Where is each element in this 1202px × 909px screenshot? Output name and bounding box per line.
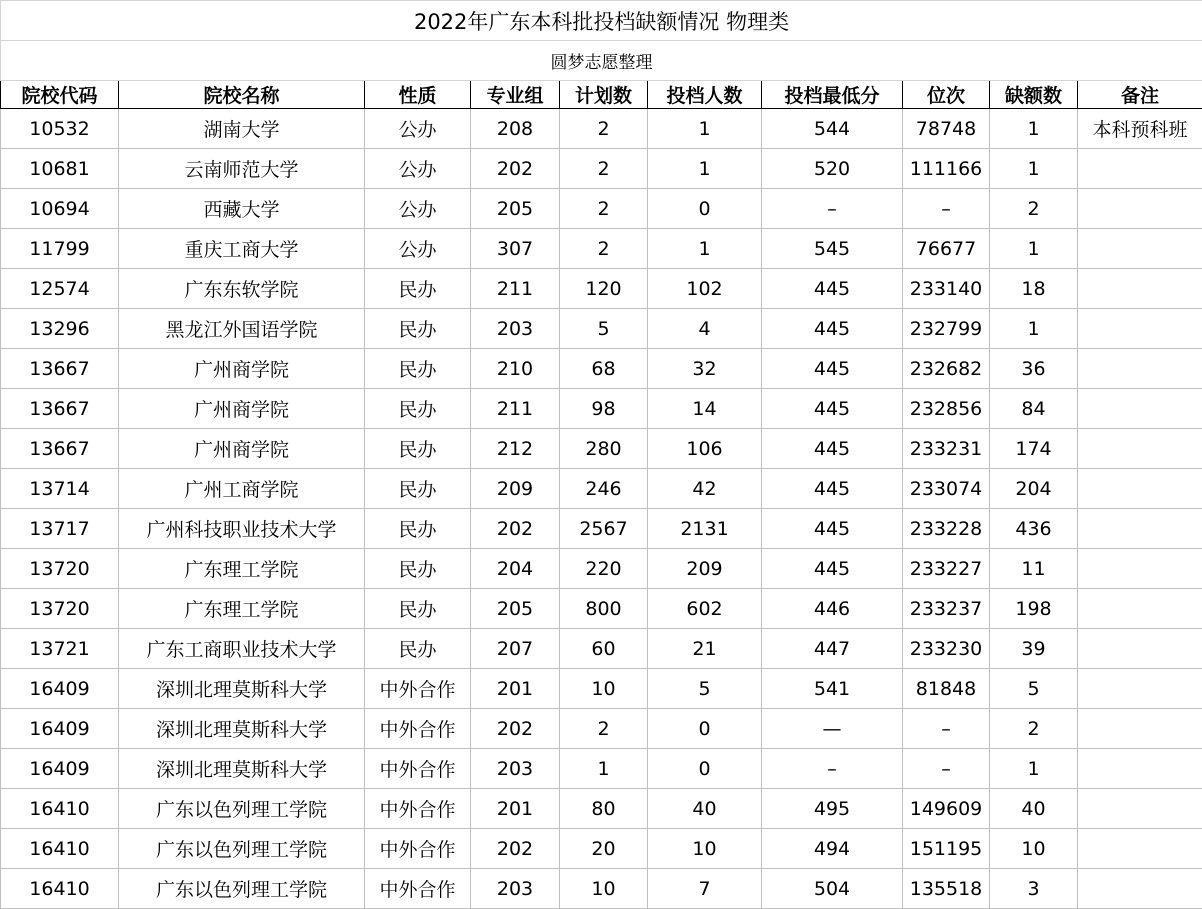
cell-plan[interactable]: 2 bbox=[560, 109, 648, 149]
cell-code[interactable]: 10681 bbox=[1, 149, 119, 189]
cell-name[interactable]: 深圳北理莫斯科大学 bbox=[119, 749, 365, 789]
cell-name[interactable]: 广州商学院 bbox=[119, 389, 365, 429]
cell-remark[interactable] bbox=[1078, 869, 1202, 909]
cell-remark[interactable] bbox=[1078, 709, 1202, 749]
cell-group[interactable]: 211 bbox=[471, 389, 560, 429]
cell-plan[interactable]: 280 bbox=[560, 429, 648, 469]
table-row bbox=[1, 469, 1202, 509]
cell-group[interactable]: 210 bbox=[471, 349, 560, 389]
table-row bbox=[1, 149, 1202, 189]
cell-group[interactable]: 207 bbox=[471, 629, 560, 669]
cell-shortfall[interactable]: 198 bbox=[990, 589, 1078, 629]
cell-group[interactable]: 203 bbox=[471, 309, 560, 349]
cell-admitted[interactable]: 602 bbox=[648, 589, 762, 629]
cell-code[interactable]: 16410 bbox=[1, 869, 119, 909]
header-shortfall[interactable]: 缺额数 bbox=[990, 81, 1078, 109]
cell-group[interactable]: 201 bbox=[471, 789, 560, 829]
cell-type[interactable]: 公办 bbox=[365, 189, 471, 229]
cell-min-score[interactable]: 445 bbox=[762, 269, 903, 309]
cell-group[interactable]: 201 bbox=[471, 669, 560, 709]
cell-remark[interactable] bbox=[1078, 229, 1202, 269]
cell-code[interactable]: 11799 bbox=[1, 229, 119, 269]
cell-remark[interactable]: 本科预科班 bbox=[1078, 109, 1202, 149]
cell-min-score[interactable]: 495 bbox=[762, 789, 903, 829]
cell-min-score[interactable]: 545 bbox=[762, 229, 903, 269]
cell-plan[interactable]: 60 bbox=[560, 629, 648, 669]
cell-plan[interactable]: 10 bbox=[560, 669, 648, 709]
cell-admitted[interactable]: 0 bbox=[648, 709, 762, 749]
cell-shortfall[interactable]: 1 bbox=[990, 149, 1078, 189]
cell-min-score[interactable]: 520 bbox=[762, 149, 903, 189]
cell-name[interactable]: 广东以色列理工学院 bbox=[119, 829, 365, 869]
cell-shortfall[interactable]: 436 bbox=[990, 509, 1078, 549]
cell-admitted[interactable]: 14 bbox=[648, 389, 762, 429]
cell-admitted[interactable]: 1 bbox=[648, 109, 762, 149]
table-row bbox=[1, 309, 1202, 349]
cell-min-score[interactable]: – bbox=[762, 749, 903, 789]
cell-shortfall[interactable]: 84 bbox=[990, 389, 1078, 429]
cell-rank[interactable]: 233074 bbox=[903, 469, 990, 509]
cell-admitted[interactable]: 1 bbox=[648, 229, 762, 269]
cell-code[interactable]: 16409 bbox=[1, 709, 119, 749]
cell-admitted[interactable]: 32 bbox=[648, 349, 762, 389]
cell-shortfall[interactable]: 2 bbox=[990, 709, 1078, 749]
cell-remark[interactable] bbox=[1078, 669, 1202, 709]
header-remark[interactable]: 备注 bbox=[1078, 81, 1202, 109]
cell-admitted[interactable]: 4 bbox=[648, 309, 762, 349]
table-row bbox=[1, 269, 1202, 309]
cell-rank[interactable]: – bbox=[903, 749, 990, 789]
cell-group[interactable]: 307 bbox=[471, 229, 560, 269]
cell-admitted[interactable]: 0 bbox=[648, 189, 762, 229]
cell-remark[interactable] bbox=[1078, 829, 1202, 869]
cell-rank[interactable]: – bbox=[903, 709, 990, 749]
cell-remark[interactable] bbox=[1078, 389, 1202, 429]
cell-rank[interactable]: 233230 bbox=[903, 629, 990, 669]
cell-admitted[interactable]: 102 bbox=[648, 269, 762, 309]
cell-shortfall[interactable]: 39 bbox=[990, 629, 1078, 669]
cell-rank[interactable]: 233228 bbox=[903, 509, 990, 549]
cell-plan[interactable]: 246 bbox=[560, 469, 648, 509]
cell-type[interactable]: 中外合作 bbox=[365, 709, 471, 749]
cell-min-score[interactable]: 445 bbox=[762, 509, 903, 549]
cell-plan[interactable]: 800 bbox=[560, 589, 648, 629]
cell-admitted[interactable]: 10 bbox=[648, 829, 762, 869]
cell-code[interactable]: 16410 bbox=[1, 789, 119, 829]
cell-name[interactable]: 广州商学院 bbox=[119, 349, 365, 389]
table-row bbox=[1, 589, 1202, 629]
table-row bbox=[1, 389, 1202, 429]
cell-admitted[interactable]: 0 bbox=[648, 749, 762, 789]
cell-rank[interactable]: 78748 bbox=[903, 109, 990, 149]
cell-plan[interactable]: 120 bbox=[560, 269, 648, 309]
cell-rank[interactable]: 233231 bbox=[903, 429, 990, 469]
cell-min-score[interactable]: 494 bbox=[762, 829, 903, 869]
cell-admitted[interactable]: 209 bbox=[648, 549, 762, 589]
cell-name[interactable]: 广东以色列理工学院 bbox=[119, 789, 365, 829]
cell-rank[interactable]: – bbox=[903, 189, 990, 229]
cell-type[interactable]: 民办 bbox=[365, 469, 471, 509]
cell-plan[interactable]: 2 bbox=[560, 709, 648, 749]
cell-name[interactable]: 广东理工学院 bbox=[119, 589, 365, 629]
cell-min-score[interactable]: 544 bbox=[762, 109, 903, 149]
table-row bbox=[1, 349, 1202, 389]
cell-admitted[interactable]: 7 bbox=[648, 869, 762, 909]
header-group[interactable]: 专业组 bbox=[471, 81, 560, 109]
header-name[interactable]: 院校名称 bbox=[119, 81, 365, 109]
cell-remark[interactable] bbox=[1078, 469, 1202, 509]
header-code[interactable]: 院校代码 bbox=[1, 81, 119, 109]
cell-plan[interactable]: 1 bbox=[560, 749, 648, 789]
cell-rank[interactable]: 81848 bbox=[903, 669, 990, 709]
table-row bbox=[1, 669, 1202, 709]
cell-shortfall[interactable]: 174 bbox=[990, 429, 1078, 469]
cell-group[interactable]: 212 bbox=[471, 429, 560, 469]
cell-name[interactable]: 广东理工学院 bbox=[119, 549, 365, 589]
header-row bbox=[1, 81, 1202, 109]
cell-min-score[interactable]: – bbox=[762, 189, 903, 229]
cell-group[interactable]: 202 bbox=[471, 829, 560, 869]
cell-code[interactable]: 16409 bbox=[1, 749, 119, 789]
cell-name[interactable]: 广东工商职业技术大学 bbox=[119, 629, 365, 669]
title-row bbox=[1, 1, 1202, 41]
header-rank[interactable]: 位次 bbox=[903, 81, 990, 109]
cell-shortfall[interactable]: 2 bbox=[990, 189, 1078, 229]
cell-plan[interactable]: 68 bbox=[560, 349, 648, 389]
cell-shortfall[interactable]: 5 bbox=[990, 669, 1078, 709]
cell-plan[interactable]: 2 bbox=[560, 189, 648, 229]
table-row bbox=[1, 869, 1202, 909]
cell-group[interactable]: 203 bbox=[471, 749, 560, 789]
cell-name[interactable]: 广州科技职业技术大学 bbox=[119, 509, 365, 549]
cell-code[interactable]: 16410 bbox=[1, 829, 119, 869]
table-row bbox=[1, 789, 1202, 829]
cell-remark[interactable] bbox=[1078, 749, 1202, 789]
cell-remark[interactable] bbox=[1078, 509, 1202, 549]
cell-rank[interactable]: 135518 bbox=[903, 869, 990, 909]
cell-group[interactable]: 209 bbox=[471, 469, 560, 509]
cell-group[interactable]: 204 bbox=[471, 549, 560, 589]
cell-shortfall[interactable]: 1 bbox=[990, 109, 1078, 149]
cell-shortfall[interactable]: 3 bbox=[990, 869, 1078, 909]
cell-code[interactable]: 13296 bbox=[1, 309, 119, 349]
cell-type[interactable]: 民办 bbox=[365, 269, 471, 309]
cell-rank[interactable]: 233237 bbox=[903, 589, 990, 629]
cell-shortfall[interactable]: 10 bbox=[990, 829, 1078, 869]
cell-group[interactable]: 202 bbox=[471, 149, 560, 189]
cell-shortfall[interactable]: 204 bbox=[990, 469, 1078, 509]
cell-min-score[interactable]: 445 bbox=[762, 549, 903, 589]
cell-rank[interactable]: 111166 bbox=[903, 149, 990, 189]
cell-code[interactable]: 13721 bbox=[1, 629, 119, 669]
cell-shortfall[interactable]: 1 bbox=[990, 749, 1078, 789]
cell-admitted[interactable]: 106 bbox=[648, 429, 762, 469]
cell-code[interactable]: 16409 bbox=[1, 669, 119, 709]
cell-code[interactable]: 13667 bbox=[1, 429, 119, 469]
cell-name[interactable]: 深圳北理莫斯科大学 bbox=[119, 669, 365, 709]
cell-group[interactable]: 208 bbox=[471, 109, 560, 149]
cell-plan[interactable]: 20 bbox=[560, 829, 648, 869]
cell-group[interactable]: 203 bbox=[471, 869, 560, 909]
cell-rank[interactable]: 232682 bbox=[903, 349, 990, 389]
cell-code[interactable]: 13717 bbox=[1, 509, 119, 549]
cell-name[interactable]: 广州商学院 bbox=[119, 429, 365, 469]
table-row bbox=[1, 429, 1202, 469]
header-plan[interactable]: 计划数 bbox=[560, 81, 648, 109]
table-row bbox=[1, 629, 1202, 669]
cell-type[interactable]: 中外合作 bbox=[365, 829, 471, 869]
cell-remark[interactable] bbox=[1078, 629, 1202, 669]
cell-type[interactable]: 公办 bbox=[365, 149, 471, 189]
cell-type[interactable]: 中外合作 bbox=[365, 869, 471, 909]
cell-admitted[interactable]: 5 bbox=[648, 669, 762, 709]
cell-type[interactable]: 民办 bbox=[365, 389, 471, 429]
cell-remark[interactable] bbox=[1078, 789, 1202, 829]
cell-name[interactable]: 广州工商学院 bbox=[119, 469, 365, 509]
cell-type[interactable]: 民办 bbox=[365, 509, 471, 549]
cell-admitted[interactable]: 2131 bbox=[648, 509, 762, 549]
cell-name[interactable]: 西藏大学 bbox=[119, 189, 365, 229]
cell-admitted[interactable]: 21 bbox=[648, 629, 762, 669]
table-row bbox=[1, 549, 1202, 589]
cell-plan[interactable]: 10 bbox=[560, 869, 648, 909]
cell-admitted[interactable]: 42 bbox=[648, 469, 762, 509]
cell-plan[interactable]: 2 bbox=[560, 229, 648, 269]
cell-shortfall[interactable]: 11 bbox=[990, 549, 1078, 589]
cell-min-score[interactable]: 445 bbox=[762, 469, 903, 509]
table-row bbox=[1, 709, 1202, 749]
header-min-score[interactable]: 投档最低分 bbox=[762, 81, 903, 109]
cell-name[interactable]: 黑龙江外国语学院 bbox=[119, 309, 365, 349]
header-type[interactable]: 性质 bbox=[365, 81, 471, 109]
cell-shortfall[interactable]: 40 bbox=[990, 789, 1078, 829]
cell-type[interactable]: 公办 bbox=[365, 109, 471, 149]
cell-remark[interactable] bbox=[1078, 149, 1202, 189]
cell-name[interactable]: 广东东软学院 bbox=[119, 269, 365, 309]
cell-group[interactable]: 202 bbox=[471, 709, 560, 749]
cell-plan[interactable]: 2 bbox=[560, 149, 648, 189]
table-row bbox=[1, 509, 1202, 549]
cell-rank[interactable]: 151195 bbox=[903, 829, 990, 869]
cell-code[interactable]: 12574 bbox=[1, 269, 119, 309]
cell-group[interactable]: 202 bbox=[471, 509, 560, 549]
table-row bbox=[1, 749, 1202, 789]
header-admitted[interactable]: 投档人数 bbox=[648, 81, 762, 109]
cell-remark[interactable] bbox=[1078, 269, 1202, 309]
cell-min-score[interactable]: — bbox=[762, 709, 903, 749]
cell-name[interactable]: 湖南大学 bbox=[119, 109, 365, 149]
cell-type[interactable]: 民办 bbox=[365, 429, 471, 469]
cell-admitted[interactable]: 1 bbox=[648, 149, 762, 189]
cell-remark[interactable] bbox=[1078, 189, 1202, 229]
cell-name[interactable]: 深圳北理莫斯科大学 bbox=[119, 709, 365, 749]
cell-code[interactable]: 13714 bbox=[1, 469, 119, 509]
cell-name[interactable]: 云南师范大学 bbox=[119, 149, 365, 189]
cell-plan[interactable]: 5 bbox=[560, 309, 648, 349]
cell-min-score[interactable]: 445 bbox=[762, 309, 903, 349]
cell-rank[interactable]: 76677 bbox=[903, 229, 990, 269]
cell-type[interactable]: 民办 bbox=[365, 309, 471, 349]
cell-type[interactable]: 中外合作 bbox=[365, 749, 471, 789]
cell-rank[interactable]: 149609 bbox=[903, 789, 990, 829]
table-row bbox=[1, 229, 1202, 269]
cell-min-score[interactable]: 445 bbox=[762, 429, 903, 469]
cell-group[interactable]: 205 bbox=[471, 589, 560, 629]
cell-code[interactable]: 13667 bbox=[1, 349, 119, 389]
cell-plan[interactable]: 2567 bbox=[560, 509, 648, 549]
cell-type[interactable]: 公办 bbox=[365, 229, 471, 269]
cell-code[interactable]: 10532 bbox=[1, 109, 119, 149]
cell-min-score[interactable]: 445 bbox=[762, 349, 903, 389]
table-row bbox=[1, 109, 1202, 149]
cell-min-score[interactable]: 445 bbox=[762, 389, 903, 429]
cell-rank[interactable]: 233140 bbox=[903, 269, 990, 309]
cell-shortfall[interactable]: 18 bbox=[990, 269, 1078, 309]
cell-shortfall[interactable]: 36 bbox=[990, 349, 1078, 389]
cell-remark[interactable] bbox=[1078, 589, 1202, 629]
cell-type[interactable]: 中外合作 bbox=[365, 669, 471, 709]
sheet-title[interactable]: 2022年广东本科批投档缺额情况 物理类 bbox=[1, 1, 1202, 41]
cell-plan[interactable]: 98 bbox=[560, 389, 648, 429]
cell-admitted[interactable]: 40 bbox=[648, 789, 762, 829]
cell-type[interactable]: 中外合作 bbox=[365, 789, 471, 829]
cell-type[interactable]: 民办 bbox=[365, 629, 471, 669]
cell-code[interactable]: 13667 bbox=[1, 389, 119, 429]
cell-min-score[interactable]: 541 bbox=[762, 669, 903, 709]
subtitle-row bbox=[1, 41, 1202, 81]
cell-min-score[interactable]: 504 bbox=[762, 869, 903, 909]
cell-code[interactable]: 10694 bbox=[1, 189, 119, 229]
cell-min-score[interactable]: 446 bbox=[762, 589, 903, 629]
cell-rank[interactable]: 232856 bbox=[903, 389, 990, 429]
cell-rank[interactable]: 233227 bbox=[903, 549, 990, 589]
cell-plan[interactable]: 220 bbox=[560, 549, 648, 589]
cell-remark[interactable] bbox=[1078, 309, 1202, 349]
cell-code[interactable]: 13720 bbox=[1, 589, 119, 629]
sheet-subtitle[interactable]: 圆梦志愿整理 bbox=[1, 41, 1202, 81]
cell-type[interactable]: 民办 bbox=[365, 349, 471, 389]
cell-group[interactable]: 211 bbox=[471, 269, 560, 309]
cell-name[interactable]: 重庆工商大学 bbox=[119, 229, 365, 269]
table-row bbox=[1, 189, 1202, 229]
cell-type[interactable]: 民办 bbox=[365, 549, 471, 589]
table-row bbox=[1, 829, 1202, 869]
cell-rank[interactable]: 232799 bbox=[903, 309, 990, 349]
table-body bbox=[1, 109, 1202, 909]
cell-remark[interactable] bbox=[1078, 549, 1202, 589]
cell-remark[interactable] bbox=[1078, 349, 1202, 389]
cell-code[interactable]: 13720 bbox=[1, 549, 119, 589]
cell-plan[interactable]: 80 bbox=[560, 789, 648, 829]
cell-type[interactable]: 民办 bbox=[365, 589, 471, 629]
cell-name[interactable]: 广东以色列理工学院 bbox=[119, 869, 365, 909]
cell-min-score[interactable]: 447 bbox=[762, 629, 903, 669]
cell-shortfall[interactable]: 1 bbox=[990, 309, 1078, 349]
cell-shortfall[interactable]: 1 bbox=[990, 229, 1078, 269]
cell-remark[interactable] bbox=[1078, 429, 1202, 469]
cell-group[interactable]: 205 bbox=[471, 189, 560, 229]
